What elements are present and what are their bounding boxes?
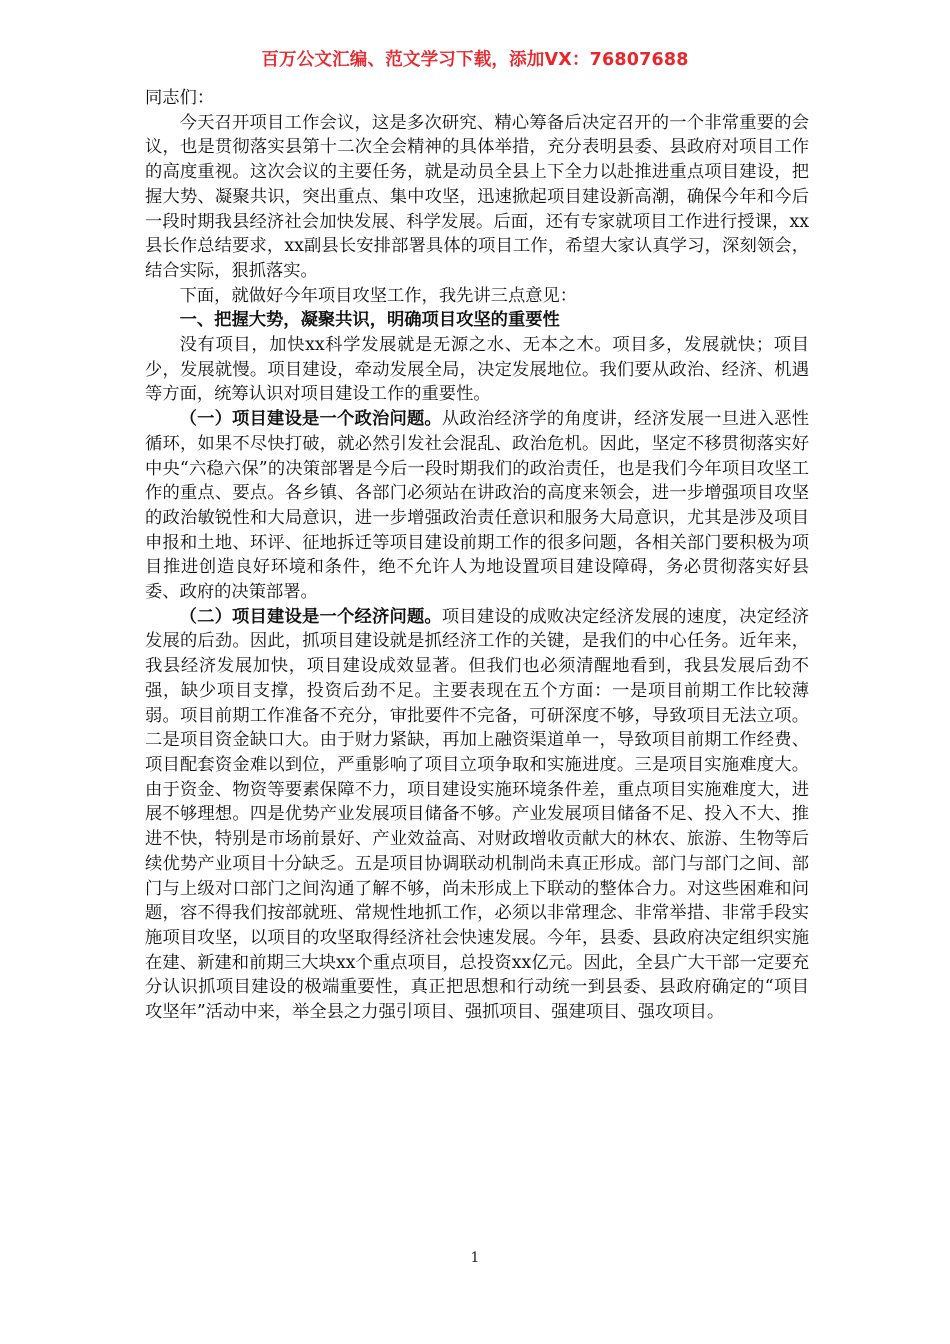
page-number: 1 [470, 1250, 480, 1266]
paragraph-transition: 下面，就做好今年项目攻坚工作，我先讲三点意见： [179, 285, 578, 306]
section-heading-1: 一、把握大势，凝聚共识，明确项目攻坚的重要性 [179, 310, 560, 331]
paragraph-section1-intro: 没有项目，加快xx科学发展就是无源之水、无本之木。项目多，发展就快；项目少，发展就慢。项目建设，牵动发展全局，决定发展地位。我们要从政治、经济、机遇等方面，统筹认识对项目建设工作的重要性。 [145, 335, 809, 405]
document-body [145, 86, 809, 1025]
paragraph-intro: 今天召开项目工作会议，这是多次研究、精心筹备后决定召开的一个非常重要的会议，也是贯彻落实县第十二次全会精神的具体举措，充分表明县委、县政府对项目工作的高度重视。这次会议的主要任务，就是动员全县上下全力以赴推进重点项目建设，把握大势、凝聚共识，突出重点、集中攻坚，迅速掀起项目建设新高潮，确保今年和今后一段时期我县经济社会加快发展、科学发展。后面，还有专家就项目工作进行授课，xx县长作总结要求，xx副县长安排部署具体的项目工作，希望大家认真学习，深刻领会，结合实际，狠抓落实。 [145, 112, 809, 281]
subsection-1-title: （一）项目建设是一个政治问题。 [179, 409, 442, 430]
subsection-1-text: 从政治经济学的角度讲，经济发展一旦进入恶性循环，如果不尽快打破，就必然引发社会混乱、政治危机。因此，坚定不移贯彻落实好中央“六稳六保”的决策部署是今后一段时期我们的政治责任，也是我们今年项目攻坚工作的重点、要点。各乡镇、各部门必须站在讲政治的高度来领会，进一步增强项目攻坚的政治敏锐性和大局意识，进一步增强政治责任意识和服务大局意识，尤其是涉及项目申报和土地、环评、征地拆迁等项目建设前期工作的很多问题，各相关部门要积极为项目推进创造良好环境和条件，绝不允许人为地设置项目建设障碍，务必贯彻落实好县委、政府的决策部署。 [145, 409, 809, 603]
salutation: 同志们： [145, 88, 215, 108]
paragraph-subsection-1 [145, 407, 809, 605]
subsection-2-title: （二）项目建设是一个经济问题。 [179, 606, 442, 627]
download-banner: 百万公文汇编、范文学习下载，添加VX：76807688 [261, 50, 689, 70]
paragraph-subsection-2 [145, 605, 809, 1025]
subsection-2-text: 项目建设的成败决定经济发展的速度，决定经济发展的后劲。因此，抓项目建设就是抓经济工作的关键，是我们的中心任务。近年来，我县经济发展加快，项目建设成效显著。但我们也必须清醒地看到，我县发展后劲不强，缺少项目支撑，投资后劲不足。主要表现在五个方面：一是项目前期工作比较薄弱。项目前期工作准备不充分，审批要件不完备，可研深度不够，导致项目无法立项。二是项目资金缺口大。由于财力紧缺，再加上融资渠道单一，导致项目前期工作经费、项目配套资金难以到位，严重影响了项目立项争取和实施进度。三是项目实施难度大。由于资金、物资等要素保障不力，项目建设实施环境条件差，重点项目实施难度大，进展不够理想。四是优势产业发展项目储备不够。产业发展项目储备不足、投入不大、推进不快，特别是市场前景好、产业效益高、对财政增收贡献大的林农、旅游、生物等后续优势产业项目十分缺乏。五是项目协调联动机制尚未真正形成。部门与部门之间、部门与上级对口部门之间沟通了解不够，尚未形成上下联动的整体合力。对这些困难和问题，容不得我们按部就班、常规性地抓工作，必须以非常理念、非常举措、非常手段实施项目攻坚，以项目的攻坚取得经济社会快速发展。今年，县委、县政府决定组织实施在建、新建和前期三大块xx个重点项目，总投资xx亿元。因此，全县广大干部一定要充分认识抓项目建设的极端重要性，真正把思想和行动统一到县委、县政府确定的“项目攻坚年”活动中来，举全县之力强引项目、强抓项目、强建项目、强攻项目。 [145, 606, 809, 1023]
